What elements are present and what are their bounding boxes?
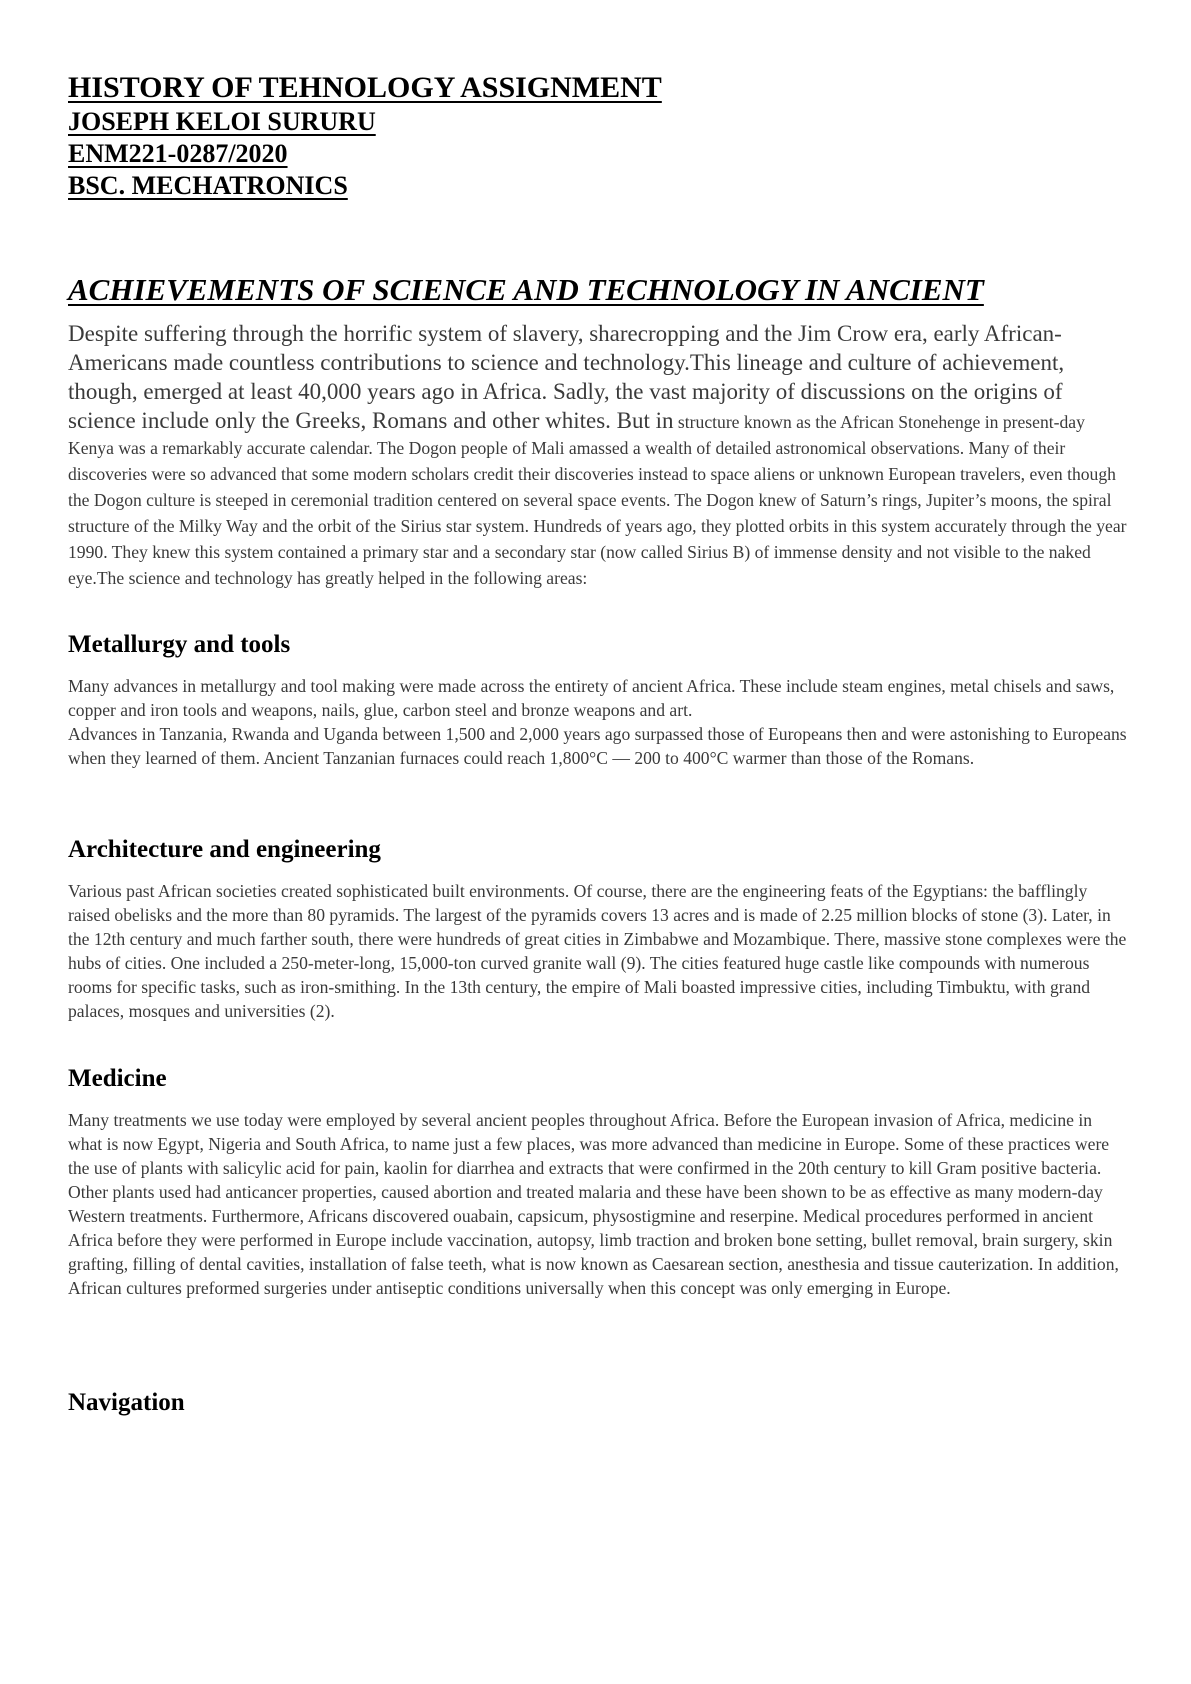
course-name: BSC. MECHATRONICS [68,171,348,200]
section-architecture [68,835,1128,1023]
section-paragraph: Many treatments we use today were employed by several ancient peoples throughout Africa. Before the European invasion of Africa, medicine in what is now Egypt, Nigeria and South Africa, to name just a few places, was more advanced than medicine in Europe. Some of these practices were the use of plants with salicylic acid for pain, kaolin for diarrhea and extracts that were confirmed in the 20th century to kill Gram positive bacteria. Other plants used had anticancer properties, caused abortion and treated malaria and these have been shown to be as effective as many modern-day Western treatments. Furthermore, Africans discovered ouabain, capsicum, physostigmine and reserpine. Medical procedures performed in ancient Africa before they were performed in Europe include vaccination, autopsy, limb traction and broken bone setting, bullet removal, brain surgery, skin grafting, filling of dental cavities, installation of false teeth, what is now known as Caesarean section, anesthesia and tissue cauterization. In addition, African cultures preformed surgeries under antiseptic conditions universally when this concept was only emerging in Europe. [68,1110,1119,1298]
intro-large-text: Despite suffering through the horrific system of slavery, sharecropping and the Jim Crow era, early African-Americans made countless contributions to science and technology.This lineage and culture of achievement, though, emerged at least 40,000 years ago in Africa. Sadly, the vast majority of discussions on the origins of science include only the Greeks, Romans and other whites. But in [68,321,1065,433]
section-heading: Navigation [68,1389,185,1416]
header-block [68,70,1128,202]
section-paragraph: Advances in Tanzania, Rwanda and Uganda between 1,500 and 2,000 years ago surpassed those of Europeans then and were astonishing to Europeans when they learned of them. Ancient Tanzanian furnaces could reach 1,800°C — 200 to 400°C warmer than those of the Romans. [68,724,1127,768]
document-title: ACHIEVEMENTS OF SCIENCE AND TECHNOLOGY IN ANCIENT [68,272,984,307]
section-metallurgy [68,630,1128,770]
student-name: JOSEPH KELOI SURURU [68,107,376,136]
section-heading: Metallurgy and tools [68,631,291,658]
assignment-title: HISTORY OF TEHNOLOGY ASSIGNMENT [68,71,662,104]
section-heading: Architecture and engineering [68,836,381,863]
intro-paragraph [68,320,1128,592]
section-paragraph: Many advances in metallurgy and tool making were made across the entirety of ancient Africa. These include steam engines, metal chisels and saws, copper and iron tools and weapons, nails, glue, carbon steel and bronze weapons and art. [68,676,1115,720]
section-navigation [68,1388,1128,1432]
section-heading: Medicine [68,1065,167,1092]
intro-small-text: structure known as the African Stonehenge in present-day Kenya was a remarkably accurate calendar. The Dogon people of Mali amassed a wealth of detailed astronomical observations. Many of their discoveries were so advanced that some modern scholars credit their discoveries instead to space aliens or unknown European travelers, even though the Dogon culture is steeped in ceremonial tradition centered on several space events. The Dogon knew of Saturn’s rings, Jupiter’s moons, the spiral structure of the Milky Way and the orbit of the Sirius star system. Hundreds of years ago, they plotted orbits in this system accurately through the year 1990. They knew this system contained a primary star and a secondary star (now called Sirius B) of immense density and not visible to the naked eye.The science and technology has greatly helped in the following areas: [68,412,1127,588]
registration-number: ENM221-0287/2020 [68,139,288,168]
document-page [68,70,1128,1416]
section-paragraph: Various past African societies created sophisticated built environments. Of course, there are the engineering feats of the Egyptians: the bafflingly raised obelisks and the more than 80 pyramids. The largest of the pyramids covers 13 acres and is made of 2.25 million blocks of stone (3). Later, in the 12th century and much farther south, there were hundreds of great cities in Zimbabwe and Mozambique. There, massive stone complexes were the hubs of cities. One included a 250-meter-long, 15,000-ton curved granite wall (9). The cities featured huge castle like compounds with numerous rooms for specific tasks, such as iron-smithing. In the 13th century, the empire of Mali boasted impressive cities, including Timbuktu, with grand palaces, mosques and universities (2). [68,881,1127,1021]
section-medicine [68,1064,1128,1300]
